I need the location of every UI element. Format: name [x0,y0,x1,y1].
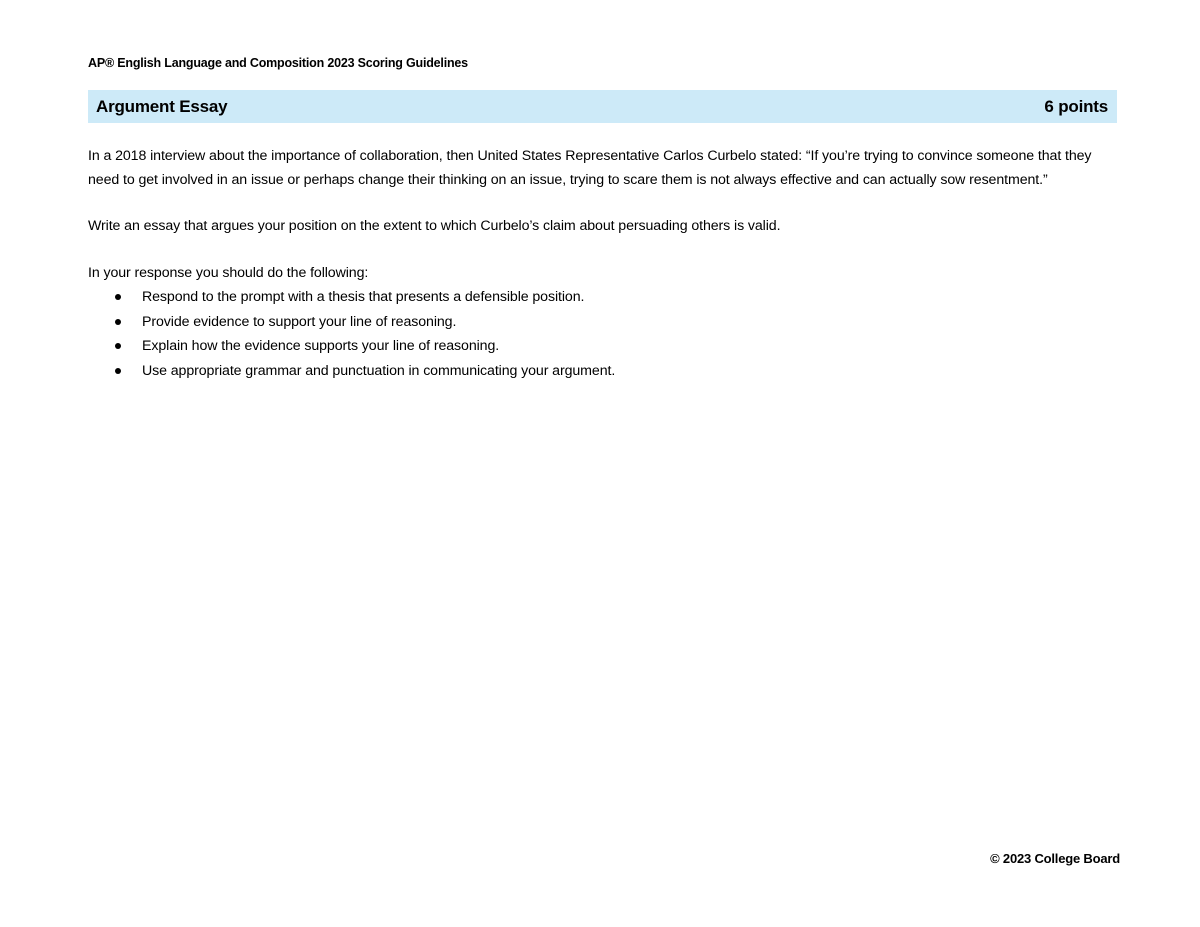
page-header: AP® English Language and Composition 2023 Scoring Guidelines [88,56,468,70]
instructions-intro: In your response you should do the following: [88,264,369,281]
page-footer: © 2023 College Board [990,851,1120,866]
bullet-icon [115,368,121,374]
section-title-bar [88,90,1117,123]
prompt-paragraph: In a 2018 interview about the importance of collaboration, then United States Representative Carlos Curbelo stated: “If you’re trying to convince someone that they need to get involved in an issue or perhaps change their thinking on an issue, trying to scare them is not always effective and can actually sow resentment.” [88,148,1092,188]
section-title: Argument Essay [96,96,228,116]
bullet-icon [115,343,121,349]
task-paragraph: Write an essay that argues your position on the extent to which Curbelo’s claim about persuading others is valid. [88,218,781,234]
list-item [88,334,1113,359]
list-item [88,285,1113,310]
instruction-text: Respond to the prompt with a thesis that presents a defensible position. [142,289,585,305]
bullet-icon [115,319,121,325]
instruction-text: Provide evidence to support your line of reasoning. [142,313,457,330]
instruction-text: Use appropriate grammar and punctuation in communicating your argument. [142,362,616,379]
list-item [88,310,1113,335]
section-points: 6 points [1044,96,1108,116]
bullet-icon [115,294,121,300]
instructions-list [88,285,1113,383]
prompt-content [88,145,1113,383]
instruction-text: Explain how the evidence supports your line of reasoning. [142,338,500,354]
list-item [88,359,1113,384]
